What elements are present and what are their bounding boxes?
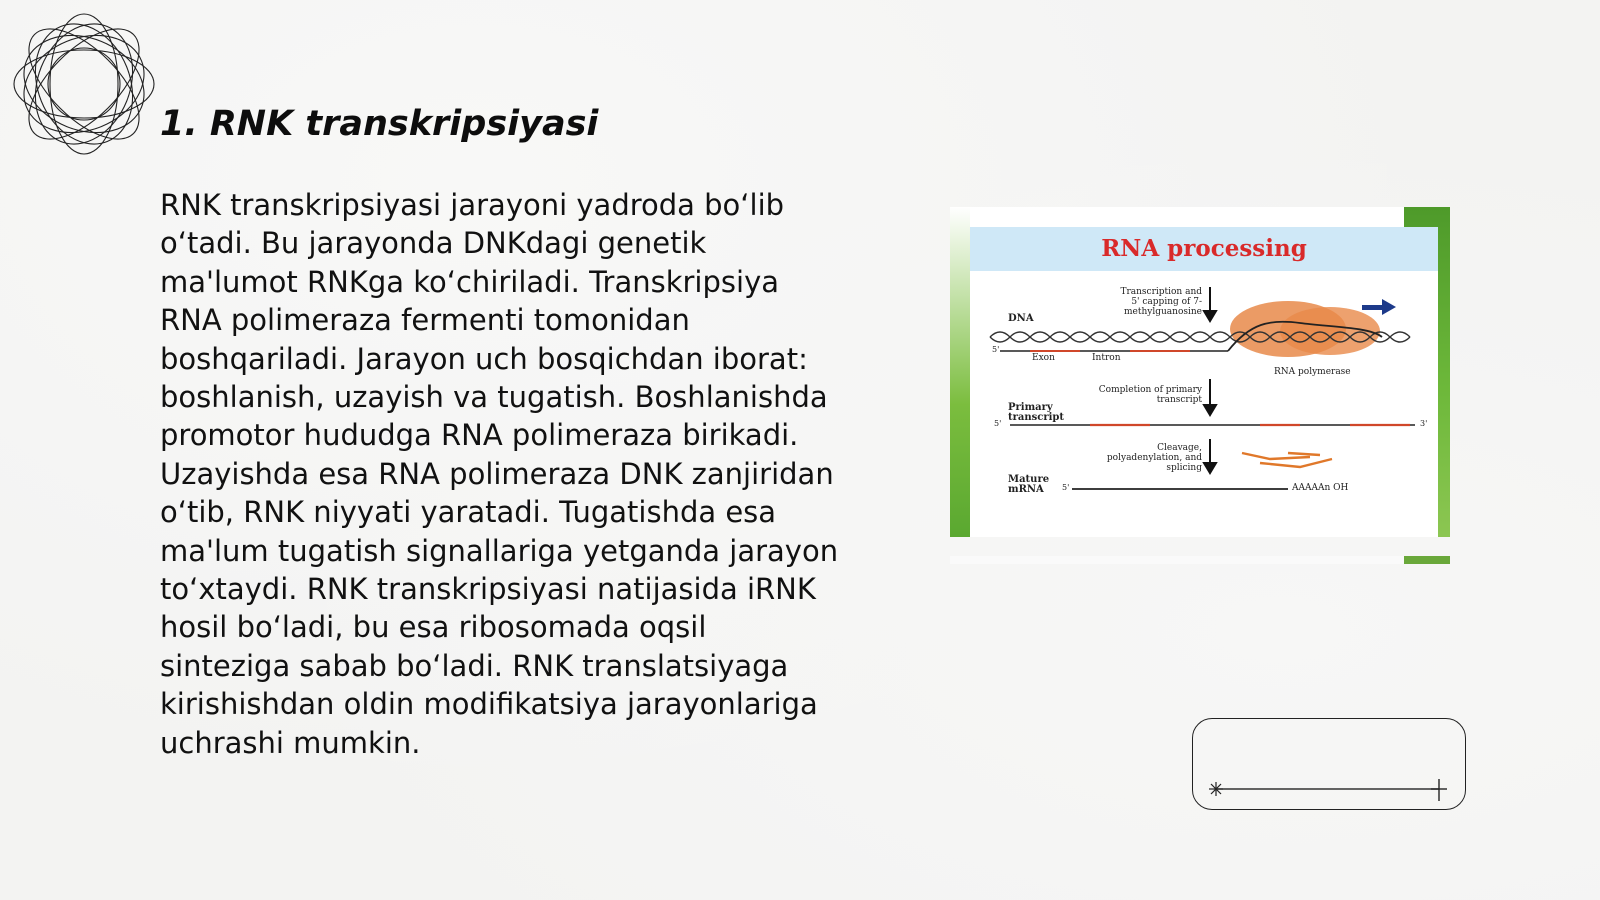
direction-arrow-icon (1362, 299, 1396, 315)
label-5prime-c: 5' (1062, 483, 1070, 492)
label-5prime-a: 5' (992, 345, 1000, 354)
label-polya: AAAAAn OH (1292, 483, 1349, 493)
label-mature-mrna: Mature mRNA (1008, 474, 1050, 495)
label-exon: Exon (1032, 353, 1055, 363)
rna-processing-figure (950, 207, 1450, 537)
label-step2: Completion of primary transcript (1098, 385, 1202, 405)
label-intron: Intron (1092, 353, 1121, 363)
label-dna: DNA (1008, 313, 1034, 324)
slide-body-text: RNK transkripsiyasi jarayoni yadroda boʻlib oʻtadi. Bu jarayonda DNKdagi genetik ma'lumot RNKga koʻchiriladi. Transkripsiya RNA polimeraza fermenti tomonidan boshqariladi. Jarayon uch bosqichdan iborat: boshlanish, uzayish va tugatish. Boshlanishda promotor hududga RNA polimeraza birikadi. Uzayishda esa RNA polimeraza DNK zanjiridan oʻtib, RNK niyyati yaratadi. Tugatishda esa ma'lum tugatish signallariga yetganda jarayon toʻxtaydi. RNK transkripsiyasi natijasida iRNK hosil boʻladi, bu esa ribosomada oqsil sinteziga sabab boʻladi. RNK translatsiyaga kirishishdan oldin modifikatsiya jarayonlariga uchrashi mumkin. (160, 188, 839, 760)
figure-bottom-tab (1404, 556, 1450, 564)
plus-cross-icon (1431, 779, 1447, 801)
label-step3: Cleavage, polyadenylation, and splicing (1106, 443, 1202, 473)
slide-title: 1. RNK transkripsiyasi (160, 104, 599, 144)
step-arrows (1204, 287, 1216, 473)
spliced-introns (1242, 453, 1332, 467)
figure-bottom-strip (950, 556, 1450, 564)
slider-line-icon (1193, 719, 1465, 809)
label-rna-polymerase: RNA polymerase (1274, 367, 1351, 377)
label-3prime-b: 3' (1420, 419, 1428, 428)
interlocking-circles-icon (10, 10, 158, 158)
label-5prime-b: 5' (994, 419, 1002, 428)
figure-inner (970, 227, 1438, 537)
decorative-slider-widget (1192, 718, 1466, 810)
label-primary-transcript: Primary transcript (1008, 402, 1065, 423)
figure-title: RNA processing (1101, 235, 1307, 262)
star-burst-icon (1209, 782, 1223, 796)
label-step1: Transcription and 5' capping of 7-methylguanosine (1120, 287, 1202, 317)
figure-green-border-left (950, 207, 970, 537)
